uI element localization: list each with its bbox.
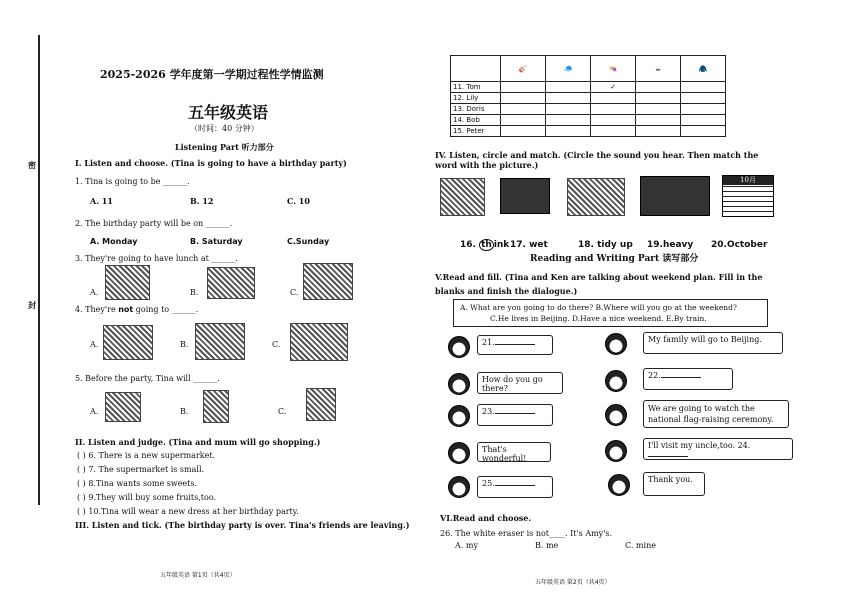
question-5: 5. Before the party, Tina will ______. — [75, 374, 220, 383]
cap-icon: 🧢 — [546, 56, 591, 82]
judge-9: ( ) 9.They will buy some fruits,too. — [77, 493, 217, 502]
sweater-icon: 🧥 — [681, 56, 726, 82]
cooking-picture — [306, 388, 336, 421]
question-2: 2. The birthday party will be on ______. — [75, 219, 233, 228]
dialog-24: I'll visit my uncle,too. 24. — [643, 438, 793, 460]
question-4 — [75, 305, 198, 315]
heavy-picture — [640, 176, 710, 216]
q4-prefix: 4. They're — [75, 305, 119, 314]
word-19: 19.heavy — [647, 240, 694, 250]
house-picture — [303, 263, 353, 300]
q4-option-a: A. — [90, 340, 99, 349]
subject-title: 五年级英语 — [188, 103, 269, 122]
question-1: 1. Tina is going to be ______. — [75, 177, 190, 186]
options-line-1: A. What are you going to do there? B.Where will you go at the weekend? — [460, 303, 737, 312]
q26-option-b: B. me — [535, 541, 559, 550]
q1-option-b: B. 12 — [190, 196, 214, 206]
tick-mark[interactable]: ✓ — [591, 82, 636, 93]
seal-char-2: 封 — [28, 300, 36, 310]
wet-picture — [500, 178, 550, 214]
q26-option-c: C. mine — [625, 541, 656, 550]
table-row: 13. Doris — [451, 104, 726, 115]
footer-left: 五年级英语 第1页（共4页） — [160, 572, 236, 579]
table-row: 11. Tom ✓ — [451, 82, 726, 93]
shop-picture — [207, 267, 255, 299]
judge-10: ( ) 10.Tina will wear a new dress at her birthday party. — [77, 507, 299, 516]
word-16: 16. th ink — [460, 240, 510, 250]
binding-line — [38, 35, 40, 505]
section-1-title: I. Listen and choose. (Tina is going to have a birthday party) — [75, 158, 347, 168]
q5-option-c: C. — [278, 407, 287, 416]
dialog-right-1: My family will go to Beijing. — [643, 332, 783, 354]
ken-avatar — [448, 476, 470, 498]
word-17: 17. wet — [510, 240, 548, 250]
dialog-left-2: How do you go there? — [477, 372, 563, 394]
hat-icon: 👒 — [591, 56, 636, 82]
ken-avatar — [448, 405, 470, 427]
gym-picture — [103, 325, 153, 360]
thinking-picture — [440, 178, 485, 216]
tina-avatar — [605, 440, 627, 462]
guitar-icon: 🎸 — [501, 56, 546, 82]
q4-suffix: going to ______. — [133, 305, 199, 314]
table-row: 12. Lily — [451, 93, 726, 104]
q1-option-c: C. 10 — [287, 196, 310, 206]
word-20: 20.October — [711, 240, 768, 250]
section-4-title: IV. Listen, circle and match. (Circle the sound you hear. Then match the word with the picture.) — [435, 150, 759, 170]
exam-time: （时间：40 分钟） — [190, 124, 259, 133]
dialog-21: 21. — [477, 335, 553, 355]
q26-option-a: A. my — [455, 541, 478, 550]
tina-avatar — [605, 370, 627, 392]
word-18: 18. tidy up — [578, 240, 633, 250]
q5-option-b: B. — [180, 407, 189, 416]
shopping-cart-picture — [105, 392, 141, 422]
question-3: 3. They're going to have lunch at ______. — [75, 254, 238, 263]
dialog-23: 23. — [477, 404, 553, 426]
dialog-22: 22. — [643, 368, 733, 390]
q2-option-a: A. Monday — [90, 237, 138, 246]
ken-avatar — [448, 336, 470, 358]
restaurant-picture — [105, 265, 150, 300]
dialog-left-4: That's wonderful! — [477, 442, 551, 462]
ken-avatar — [448, 442, 470, 464]
listening-header: Listening Part 听力部分 — [175, 142, 274, 152]
table-row: 15. Peter — [451, 126, 726, 137]
q2-option-b: B. Saturday — [190, 237, 243, 246]
footer-right: 五年级英语 第2页（共4页） — [535, 579, 611, 586]
tina-avatar — [608, 474, 630, 496]
section-2-title: II. Listen and judge. (Tina and mum will go shopping.) — [75, 437, 321, 447]
table-row: 14. Bob — [451, 115, 726, 126]
section-6-title: VI.Read and choose. — [440, 513, 532, 523]
cup-icon: ☕ — [636, 56, 681, 82]
options-line-2: C.He lives in Beijing. D.Have a nice weekend. E.By train. — [490, 314, 707, 323]
circled-th: th — [481, 240, 492, 250]
q3-option-b: B. — [190, 288, 199, 297]
tina-avatar — [605, 404, 627, 426]
seal-char-1: 密 — [28, 160, 36, 170]
q4-not: not — [118, 305, 134, 314]
q1-option-a: A. 11 — [90, 196, 113, 206]
exam-title: 2025-2026 学年度第一学期过程性学情监测 — [100, 68, 324, 81]
tick-table — [450, 55, 726, 137]
judge-8: ( ) 8.Tina wants some sweets. — [77, 479, 198, 488]
q4-option-c: C. — [272, 340, 281, 349]
q3-option-c: C. — [290, 288, 299, 297]
table-header-row — [451, 56, 726, 82]
q5-option-a: A. — [90, 407, 99, 416]
judge-6: ( ) 6. There is a new supermarket. — [77, 451, 216, 460]
tina-avatar — [605, 333, 627, 355]
calendar-picture — [722, 175, 774, 217]
question-26: 26. The white eraser is not____. It's Amy's. — [440, 529, 613, 538]
park-picture — [290, 323, 348, 361]
section-3-title: III. Listen and tick. (The birthday party is over. Tina's friends are leaving.) — [75, 520, 410, 530]
q4-option-b: B. — [180, 340, 189, 349]
section-5-title: V.Read and fill. (Tina and Ken are talking about weekend plan. Fill in the blanks and finish the dialogue.) — [435, 272, 763, 296]
tidy-up-picture — [567, 178, 625, 216]
q2-option-c: C.Sunday — [287, 237, 330, 246]
cinema-picture — [195, 323, 245, 360]
judge-7: ( ) 7. The supermarket is small. — [77, 465, 205, 474]
reading-writing-header: Reading and Writing Part 读写部分 — [530, 254, 699, 264]
dialog-right-3: We are going to watch the national flag-raising ceremony. — [643, 400, 789, 428]
sweeping-picture — [203, 390, 229, 423]
q3-option-a: A. — [90, 288, 99, 297]
dialog-right-5: Thank you. — [643, 472, 705, 496]
options-box — [453, 299, 768, 327]
ken-avatar — [448, 373, 470, 395]
calendar-label: 10月 — [723, 176, 773, 185]
dialog-25: 25. — [477, 476, 553, 498]
